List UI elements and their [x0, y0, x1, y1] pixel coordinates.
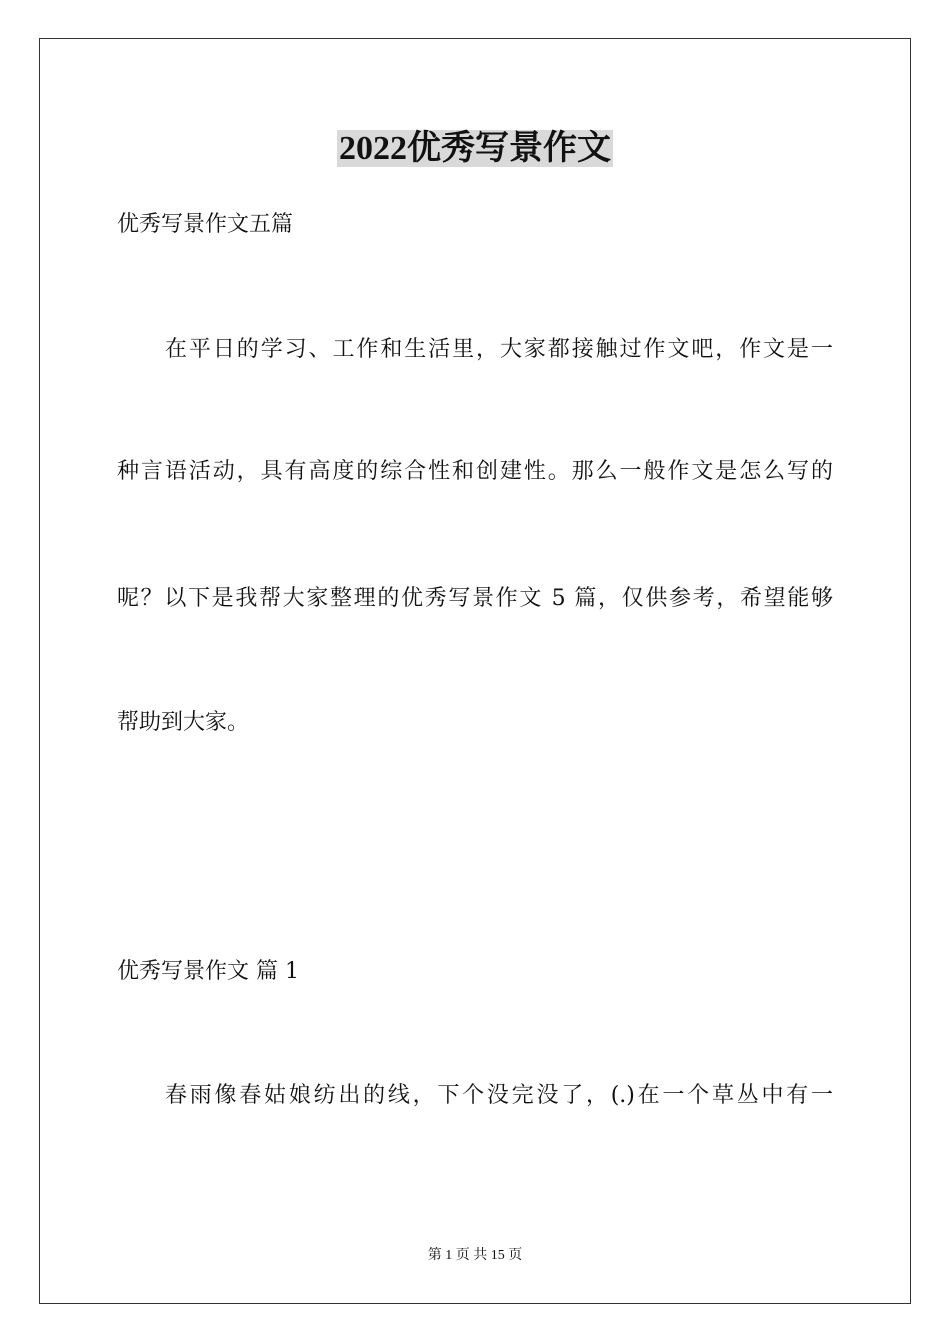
document-title — [0, 126, 950, 172]
document-subtitle: 优秀写景作文五篇 — [117, 212, 294, 237]
intro-line-2: 种言语活动，具有高度的综合性和创建性。那么一般作文是怎么写的 — [117, 459, 833, 484]
document-title-text: 2022优秀写景作文 — [339, 130, 611, 167]
intro-line-1: 在平日的学习、工作和生活里，大家都接触过作文吧，作文是一 — [165, 337, 833, 362]
section-line-1: 春雨像春姑娘纺出的线，下个没完没了，(.)在一个草丛中有一 — [165, 1083, 833, 1108]
intro-line-3: 呢？以下是我帮大家整理的优秀写景作文 5 篇，仅供参考，希望能够 — [117, 586, 833, 611]
intro-line-4: 帮助到大家。 — [117, 710, 250, 735]
page-footer: 第 1 页 共 15 页 — [427, 1248, 523, 1263]
section-heading: 优秀写景作文 篇 1 — [117, 959, 299, 984]
